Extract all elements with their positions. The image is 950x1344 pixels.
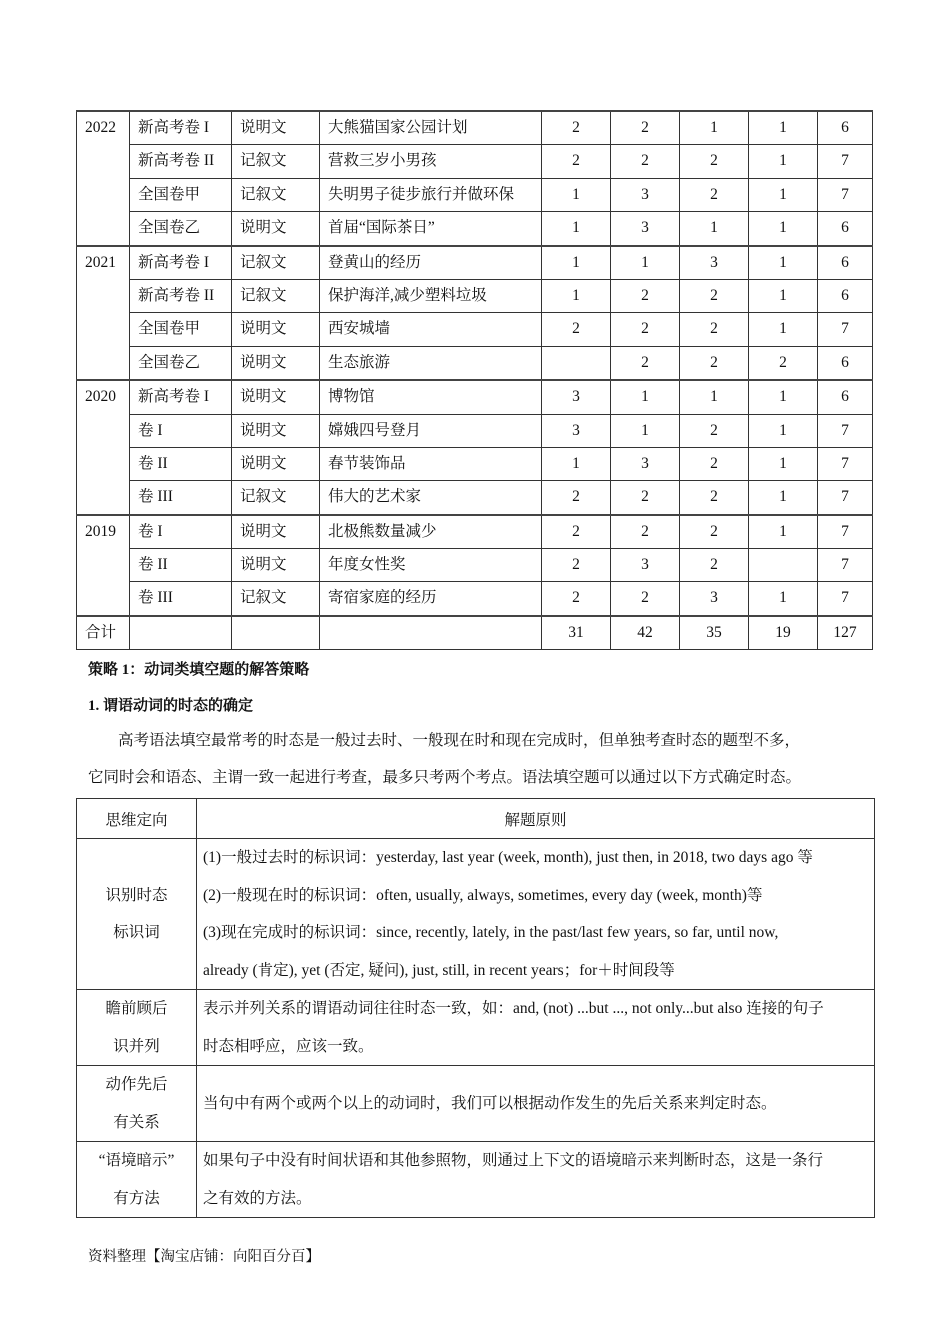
exam-statistics-table [76, 110, 873, 650]
genre-cell: 记叙文 [232, 279, 320, 312]
count-cell: 2 [680, 414, 749, 447]
count-cell: 2 [542, 111, 611, 145]
paper-cell: 卷 III [130, 481, 232, 515]
count-cell: 2 [680, 481, 749, 515]
paper-cell: 全国卷甲 [130, 313, 232, 346]
count-cell: 2 [611, 111, 680, 145]
count-cell: 6 [818, 111, 873, 145]
count-cell: 1 [749, 279, 818, 312]
genre-cell: 记叙文 [232, 481, 320, 515]
count-cell: 2 [611, 346, 680, 380]
table-row [77, 839, 875, 990]
count-cell: 1 [542, 178, 611, 211]
count-cell: 1 [680, 111, 749, 145]
count-cell: 2 [749, 346, 818, 380]
count-cell: 2 [611, 515, 680, 549]
total-label: 合计 [77, 616, 130, 650]
count-cell: 2 [680, 346, 749, 380]
topic-cell: 保护海洋,减少塑料垃圾 [320, 279, 542, 312]
intro-paragraph [88, 722, 878, 796]
topic-cell: 登黄山的经历 [320, 246, 542, 280]
paper-cell: 卷 I [130, 515, 232, 549]
table-row [77, 212, 873, 246]
topic-cell: 大熊猫国家公园计划 [320, 111, 542, 145]
thinking-line: 识别时态 [105, 886, 168, 904]
principle-line: 如果句子中没有时间状语和其他参照物，则通过上下文的语境暗示来判断时态，这是一条行 [203, 1152, 824, 1169]
genre-cell: 说明文 [232, 380, 320, 414]
tense-strategy-table [76, 798, 875, 1218]
count-cell: 1 [542, 212, 611, 246]
count-cell: 3 [680, 582, 749, 616]
count-cell: 3 [611, 447, 680, 480]
thinking-line: 识并列 [113, 1037, 160, 1055]
year-cell: 2022 [77, 111, 130, 246]
count-cell: 6 [818, 346, 873, 380]
genre-cell: 说明文 [232, 313, 320, 346]
count-cell: 7 [818, 313, 873, 346]
strategy-heading: 策略 1：动词类填空题的解答策略 [88, 662, 310, 678]
count-cell: 1 [749, 380, 818, 414]
table-row [77, 515, 873, 549]
total-row [77, 616, 873, 650]
paper-cell: 新高考卷 I [130, 246, 232, 280]
count-cell: 2 [680, 178, 749, 211]
count-cell: 1 [749, 246, 818, 280]
topic-cell: 嫦娥四号登月 [320, 414, 542, 447]
table-row [77, 549, 873, 582]
genre-cell: 说明文 [232, 414, 320, 447]
count-cell: 2 [542, 582, 611, 616]
table-row [77, 145, 873, 178]
genre-cell: 说明文 [232, 346, 320, 380]
table-row [77, 313, 873, 346]
table-row [77, 414, 873, 447]
genre-cell: 记叙文 [232, 178, 320, 211]
count-cell: 7 [818, 178, 873, 211]
total-cell [320, 616, 542, 650]
count-cell: 1 [749, 481, 818, 515]
principle-line: (2)一般现在时的标识词：often, usually, always, sometimes, every day (week, month)等 [203, 886, 763, 904]
count-cell: 3 [611, 178, 680, 211]
header-principle: 解题原则 [197, 799, 875, 839]
count-cell: 2 [611, 313, 680, 346]
count-cell: 6 [818, 279, 873, 312]
footer-note: 资料整理【淘宝店铺：向阳百分百】 [88, 1249, 320, 1265]
paper-cell: 卷 II [130, 447, 232, 480]
genre-cell: 说明文 [232, 515, 320, 549]
principle-cell [197, 1066, 875, 1142]
count-cell: 1 [542, 246, 611, 280]
total-cell [130, 616, 232, 650]
count-cell: 3 [680, 246, 749, 280]
topic-cell: 失明男子徒步旅行并做环保 [320, 178, 542, 211]
count-cell: 2 [611, 582, 680, 616]
count-cell: 7 [818, 549, 873, 582]
paper-cell: 卷 II [130, 549, 232, 582]
total-cell: 31 [542, 616, 611, 650]
topic-cell: 年度女性奖 [320, 549, 542, 582]
count-cell: 6 [818, 246, 873, 280]
topic-cell: 寄宿家庭的经历 [320, 582, 542, 616]
topic-cell: 西安城墙 [320, 313, 542, 346]
paper-cell: 全国卷乙 [130, 212, 232, 246]
count-cell: 1 [749, 582, 818, 616]
count-cell: 2 [680, 515, 749, 549]
paper-cell: 新高考卷 II [130, 279, 232, 312]
principle-line: already (肯定), yet (否定, 疑问), just, still, in recent years；for＋时间段等 [203, 961, 675, 979]
count-cell: 2 [542, 515, 611, 549]
principle-cell [197, 990, 875, 1066]
count-cell: 2 [611, 145, 680, 178]
count-cell [542, 346, 611, 380]
count-cell: 7 [818, 582, 873, 616]
table-row [77, 178, 873, 211]
total-cell: 127 [818, 616, 873, 650]
paper-cell: 新高考卷 II [130, 145, 232, 178]
count-cell: 7 [818, 515, 873, 549]
count-cell: 1 [542, 279, 611, 312]
count-cell: 7 [818, 481, 873, 515]
topic-cell: 春节装饰品 [320, 447, 542, 480]
count-cell: 2 [680, 313, 749, 346]
count-cell: 2 [611, 279, 680, 312]
thinking-line: 动作先后 [105, 1076, 168, 1093]
count-cell: 2 [542, 313, 611, 346]
count-cell: 1 [749, 111, 818, 145]
year-cell: 2020 [77, 380, 130, 515]
count-cell: 1 [611, 414, 680, 447]
genre-cell: 说明文 [232, 111, 320, 145]
principle-line: 当句中有两个或两个以上的动词时，我们可以根据动作发生的先后关系来判定时态。 [203, 1094, 777, 1112]
topic-cell: 伟大的艺术家 [320, 481, 542, 515]
genre-cell: 说明文 [232, 212, 320, 246]
genre-cell: 说明文 [232, 549, 320, 582]
table-row [77, 246, 873, 280]
genre-cell: 记叙文 [232, 145, 320, 178]
year-cell: 2021 [77, 246, 130, 381]
count-cell: 2 [542, 145, 611, 178]
count-cell: 1 [749, 414, 818, 447]
count-cell: 2 [542, 481, 611, 515]
count-cell: 3 [611, 212, 680, 246]
count-cell: 7 [818, 145, 873, 178]
count-cell: 1 [749, 515, 818, 549]
count-cell: 1 [680, 212, 749, 246]
year-cell: 2019 [77, 515, 130, 616]
paragraph-line: 它同时会和语态、主谓一致一起进行考查，最多只考两个考点。语法填空题可以通过以下方式确定时态。 [88, 769, 802, 786]
count-cell: 1 [542, 447, 611, 480]
count-cell: 1 [749, 447, 818, 480]
table-row [77, 481, 873, 515]
principle-line: 时态相呼应，应该一致。 [203, 1037, 374, 1055]
thinking-line: “语境暗示” [98, 1152, 175, 1169]
total-cell: 35 [680, 616, 749, 650]
paper-cell: 新高考卷 I [130, 380, 232, 414]
table-row [77, 582, 873, 616]
thinking-cell [77, 839, 197, 990]
count-cell: 6 [818, 212, 873, 246]
topic-cell: 营救三岁小男孩 [320, 145, 542, 178]
count-cell: 1 [611, 380, 680, 414]
table-row [77, 447, 873, 480]
genre-cell: 记叙文 [232, 582, 320, 616]
total-cell [232, 616, 320, 650]
section-heading: 1. 谓语动词的时态的确定 [88, 698, 254, 714]
thinking-line: 瞻前顾后 [105, 1000, 168, 1017]
count-cell: 3 [542, 414, 611, 447]
table-row [77, 380, 873, 414]
thinking-cell [77, 1066, 197, 1142]
count-cell: 7 [818, 414, 873, 447]
topic-cell: 博物馆 [320, 380, 542, 414]
table-row [77, 346, 873, 380]
table-row [77, 1066, 875, 1142]
count-cell: 2 [680, 549, 749, 582]
header-thinking: 思维定向 [77, 799, 197, 839]
count-cell: 3 [542, 380, 611, 414]
count-cell: 2 [680, 447, 749, 480]
paper-cell: 卷 I [130, 414, 232, 447]
thinking-line: 有关系 [113, 1113, 160, 1131]
table-row [77, 279, 873, 312]
paper-cell: 全国卷甲 [130, 178, 232, 211]
principle-line: 之有效的方法。 [203, 1189, 312, 1207]
count-cell: 1 [749, 313, 818, 346]
principle-line: (1)一般过去时的标识词：yesterday, last year (week, month), just then, in 2018, two days ago 等 [203, 849, 813, 866]
topic-cell: 生态旅游 [320, 346, 542, 380]
topic-cell: 北极熊数量减少 [320, 515, 542, 549]
count-cell: 2 [611, 481, 680, 515]
count-cell: 2 [680, 279, 749, 312]
count-cell: 1 [749, 145, 818, 178]
count-cell: 1 [611, 246, 680, 280]
count-cell: 2 [542, 549, 611, 582]
count-cell: 1 [680, 380, 749, 414]
total-cell: 19 [749, 616, 818, 650]
genre-cell: 记叙文 [232, 246, 320, 280]
count-cell: 6 [818, 380, 873, 414]
principle-line: 表示并列关系的谓语动词往往时态一致，如：and, (not) ...but ..., not only...but also 连接的句子 [203, 1000, 824, 1017]
count-cell: 7 [818, 447, 873, 480]
total-cell: 42 [611, 616, 680, 650]
paper-cell: 卷 III [130, 582, 232, 616]
count-cell: 1 [749, 178, 818, 211]
count-cell [749, 549, 818, 582]
paragraph-line: 高考语法填空最常考的时态是一般过去时、一般现在时和现在完成时，但单独考查时态的题型不多， [118, 732, 801, 749]
count-cell: 2 [680, 145, 749, 178]
paper-cell: 全国卷乙 [130, 346, 232, 380]
paper-cell: 新高考卷 I [130, 111, 232, 145]
table-row [77, 111, 873, 145]
thinking-line: 标识词 [113, 924, 160, 941]
principle-cell [197, 1142, 875, 1218]
principle-line: (3)现在完成时的标识词：since, recently, lately, in the past/last few years, so far, until now, [203, 924, 779, 941]
table-row [77, 990, 875, 1066]
thinking-cell [77, 1142, 197, 1218]
table-row [77, 1142, 875, 1218]
topic-cell: 首届“国际茶日” [320, 212, 542, 246]
count-cell: 1 [749, 212, 818, 246]
genre-cell: 说明文 [232, 447, 320, 480]
count-cell: 3 [611, 549, 680, 582]
thinking-cell [77, 990, 197, 1066]
thinking-line: 有方法 [113, 1189, 160, 1207]
principle-cell [197, 839, 875, 990]
